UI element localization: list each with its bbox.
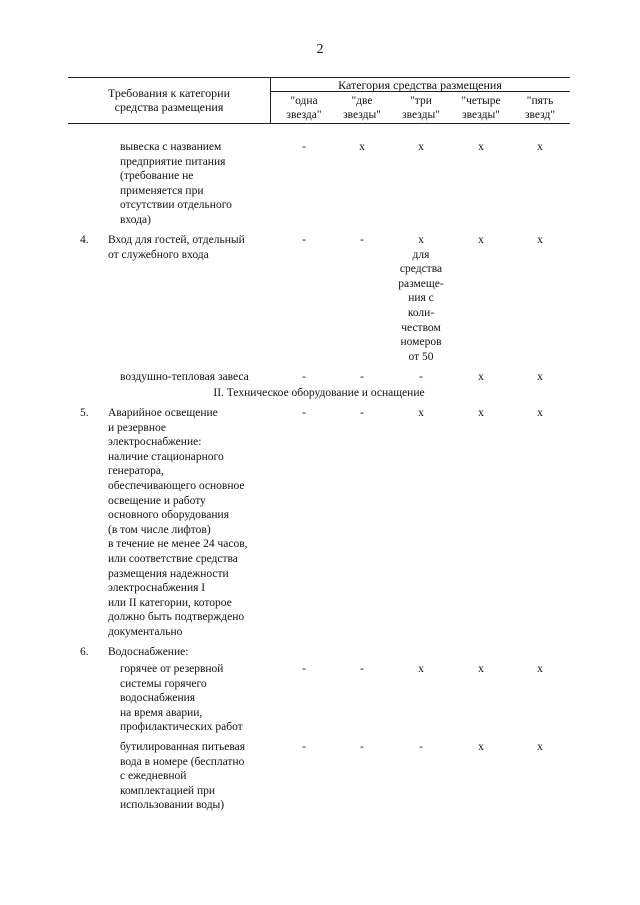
row-number-4: 4. <box>80 234 89 246</box>
row-number-6: 6. <box>80 646 89 658</box>
signboard-requirement: вывеска с названием предприятие питания (требование не применяется при отсутствии отдельного входа) <box>120 141 232 226</box>
air-curtain-mark-four: х <box>478 371 484 383</box>
emergency-mark-four: х <box>478 407 484 419</box>
category-header: Категория средства размещения <box>338 78 502 92</box>
emergency-requirement: Аварийное освещение и резервное электроснабжение: наличие стационарного генератора, обеспечивающего основное освещение и работу основного оборудования (в том числе лифтов) в течение не менее 24 часов, или соответствие средства размещения надежности электроснабжения I или II категории, которое должно быть подтверждено документально <box>108 407 248 638</box>
emergency-mark-two: - <box>360 407 364 419</box>
hot-water-mark-two: - <box>360 663 364 675</box>
hot-water-mark-four: х <box>478 663 484 675</box>
star-five-header: "пять звезд" <box>524 95 556 121</box>
star-one-header: "одна звезда" <box>286 95 322 121</box>
bottled-water-mark-five: х <box>537 741 543 753</box>
star-two-header: "две звезды" <box>343 95 381 121</box>
entrance-mark-two: - <box>360 234 364 246</box>
bottled-water-mark-two: - <box>360 741 364 753</box>
hot-water-mark-five: х <box>537 663 543 675</box>
emergency-mark-three: х <box>418 407 424 419</box>
section-title: II. Техническое оборудование и оснащение <box>213 387 425 399</box>
hot-water-requirement: горячее от резервной системы горячего водоснабжения на время аварии, профилактических работ <box>120 663 243 734</box>
row-number-5: 5. <box>80 407 89 419</box>
signboard-mark-three: х <box>418 141 424 153</box>
air-curtain-mark-one: - <box>302 371 306 383</box>
air-curtain-mark-two: - <box>360 371 364 383</box>
entrance-requirement: Вход для гостей, отдельный от служебного входа <box>108 234 245 261</box>
bottled-water-mark-one: - <box>302 741 306 753</box>
requirements-header: Требования к категории средства размещения <box>107 86 231 114</box>
table-header-bottom-border <box>68 123 570 124</box>
star-three-header: "три звезды" <box>402 95 440 121</box>
entrance-mark-three: х для средства размеще- ния с коли- чеством номеров от 50 <box>398 234 444 363</box>
water-requirement: Водоснабжение: <box>108 646 189 658</box>
star-four-header: "четыре звезды" <box>461 95 501 121</box>
air-curtain-mark-three: - <box>419 371 423 383</box>
page-number: 2 <box>316 42 324 57</box>
signboard-mark-five: х <box>537 141 543 153</box>
air-curtain-requirement: воздушно-тепловая завеса <box>120 371 249 383</box>
bottled-water-mark-three: - <box>419 741 423 753</box>
entrance-mark-one: - <box>302 234 306 246</box>
emergency-mark-five: х <box>537 407 543 419</box>
hot-water-mark-three: х <box>418 663 424 675</box>
bottled-water-requirement: бутилированная питьевая вода в номере (бесплатно с ежедневной комплектацией при использовании воды) <box>120 741 246 812</box>
emergency-mark-one: - <box>302 407 306 419</box>
hot-water-mark-one: - <box>302 663 306 675</box>
entrance-mark-four: х <box>478 234 484 246</box>
signboard-mark-two: х <box>359 141 365 153</box>
air-curtain-mark-five: х <box>537 371 543 383</box>
signboard-mark-four: х <box>478 141 484 153</box>
bottled-water-mark-four: х <box>478 741 484 753</box>
signboard-mark-one: - <box>302 141 306 153</box>
entrance-mark-five: х <box>537 234 543 246</box>
